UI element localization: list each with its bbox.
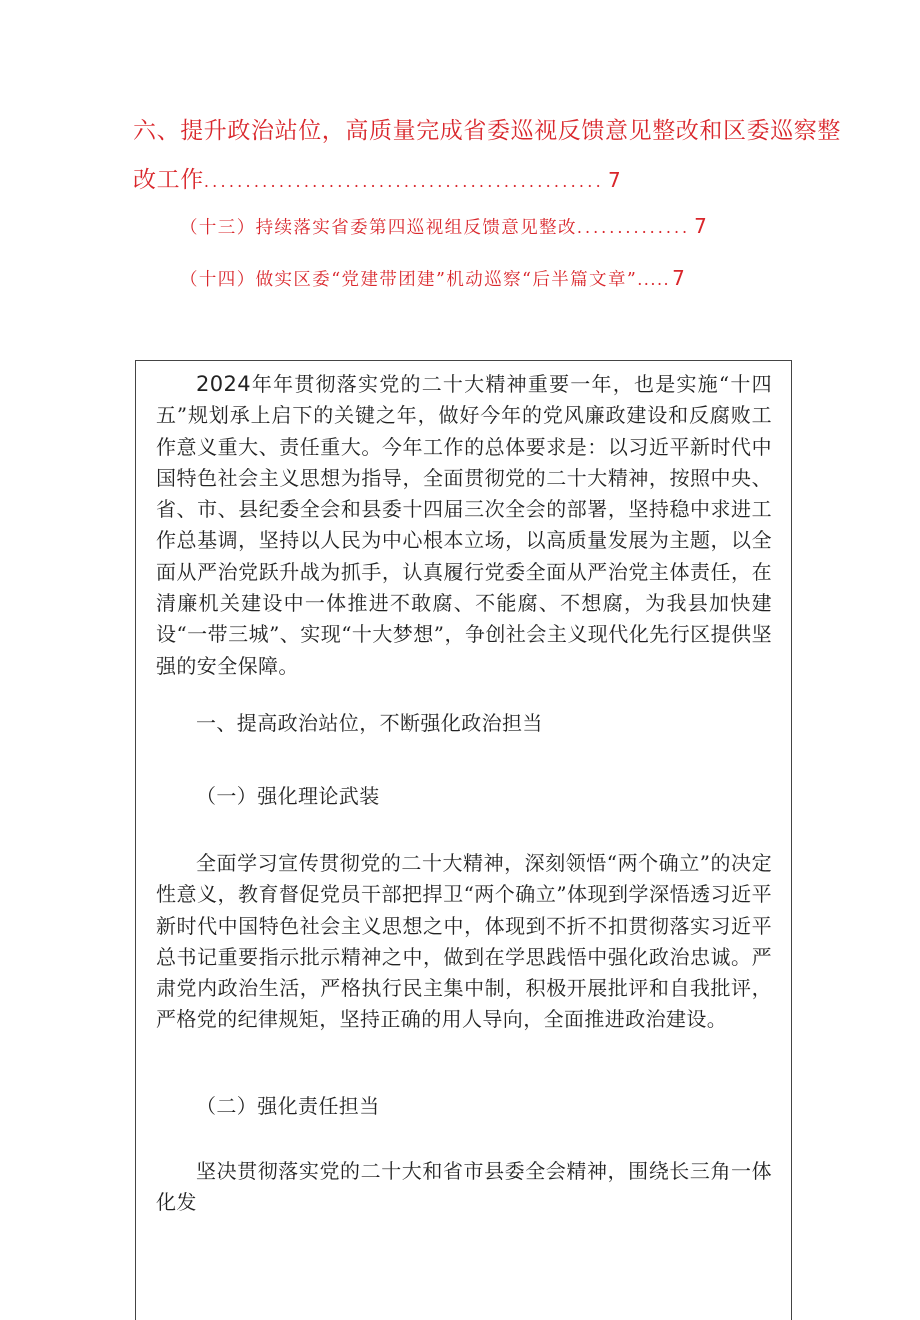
- subsection-heading-1: （一）强化理论武装: [196, 784, 380, 808]
- section-heading-1: 一、提高政治站位，不断强化政治担当: [196, 711, 543, 735]
- toc-entry-6-title-2: 改工作: [133, 167, 204, 193]
- paragraph-1-text: 全面学习宣传贯彻党的二十大精神，深刻领悟“两个确立”的决定性意义，教育督促党员干部把捍卫“两个确立”体现到学深悟透习近平新时代中国特色社会主义思想之中，体现到不折不扣贯彻落实习近平总书记重要指示批示精神之中，做到在学思践悟中强化政治忠诚。严肃党内政治生活，严格执行民主集中制，积极开展批评和自我批评，严格党的纪律规矩，坚持正确的用人导向，全面推进政治建设。: [156, 851, 772, 1032]
- toc-entry-6-line2[interactable]: [133, 161, 621, 194]
- toc-entry-13[interactable]: [180, 214, 708, 239]
- toc-page-number: 7: [694, 214, 709, 238]
- paragraph-2-text: 坚决贯彻落实党的二十大和省市县委全会精神，围绕长三角一体化发: [156, 1159, 772, 1215]
- paragraph-1: [156, 848, 772, 1036]
- paragraph-2: [156, 1156, 772, 1219]
- toc-entry-6-line1[interactable]: [133, 112, 841, 145]
- intro-paragraph: [156, 369, 772, 682]
- toc-page-number: 7: [672, 266, 687, 290]
- toc-leader-dots: ................................................: [203, 172, 604, 191]
- toc-page-number: 7: [607, 168, 622, 192]
- toc-entry-14-title: （十四）做实区委“党建带团建”机动巡察“后半篇文章”: [180, 270, 638, 290]
- intro-text: 年年贯彻落实党的二十大精神重要一年，也是实施“十四五”规划承上启下的关键之年，做好今年的党风廉政建设和反腐败工作意义重大、责任重大。今年工作的总体要求是：以习近平新时代中国特色社会主义思想为指导，全面贯彻党的二十大精神，按照中央、省、市、县纪委全会和县委十四届三次全会的部署，坚持稳中求进工作总基调，坚持以人民为中心根本立场，以高质量发展为主题，以全面从严治党跃升战为抓手，认真履行党委全面从严治党主体责任，在清廉机关建设中一体推进不敢腐、不能腐、不想腐，为我县加快建设“一带三城”、实现“十大梦想”，争创社会主义现代化先行区提供坚强的安全保障。: [156, 372, 772, 678]
- toc-entry-6-title-1: 六、提升政治站位，高质量完成省委巡视反馈意见整改和区委巡察整: [133, 118, 841, 144]
- toc-leader-dots: .....: [637, 270, 671, 289]
- toc-entry-13-title: （十三）持续落实省委第四巡视组反馈意见整改: [180, 218, 577, 238]
- toc-leader-dots: ..............: [576, 218, 691, 237]
- intro-year: 2024: [196, 372, 252, 396]
- content-box: [135, 360, 792, 1320]
- toc-entry-14[interactable]: [180, 266, 686, 291]
- subsection-heading-2: （二）强化责任担当: [196, 1094, 380, 1118]
